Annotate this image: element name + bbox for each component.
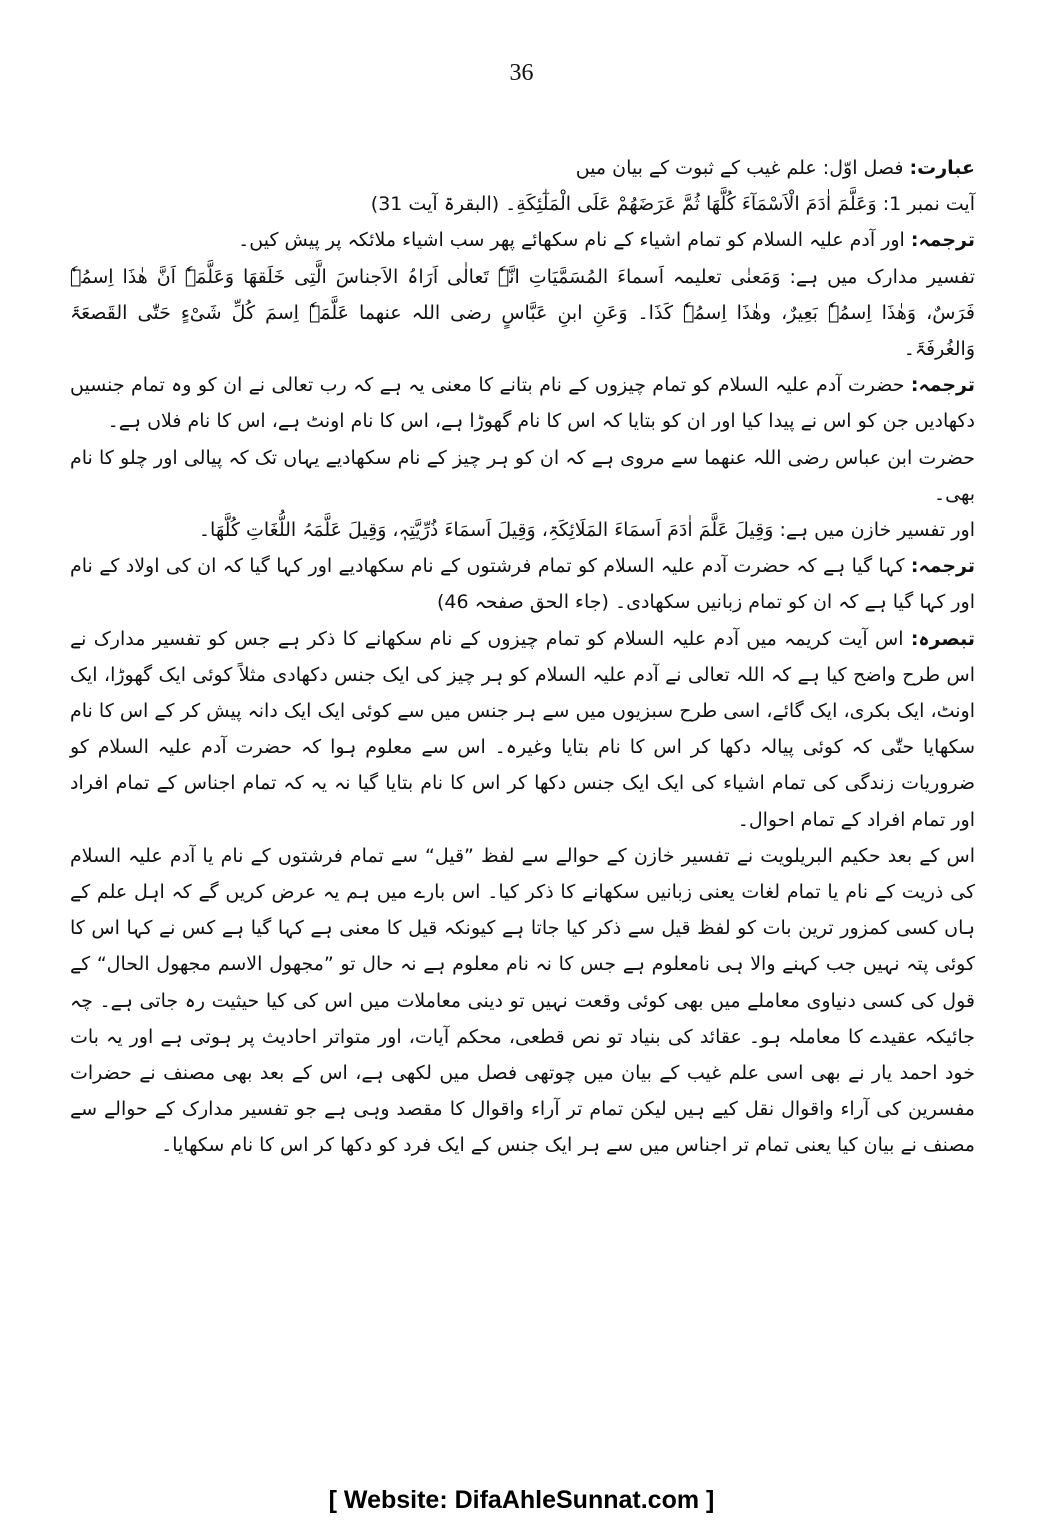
paragraph-lead-label: ترجمہ: [910, 555, 975, 578]
paragraph [70, 621, 975, 838]
paragraph-lead-label: تبصرہ: [910, 627, 975, 650]
website-footer: [ Website: DifaAhleSunnat.com ] [328, 1486, 715, 1514]
paragraph [70, 150, 975, 186]
paragraph [70, 186, 975, 222]
paragraph-lead-label: ترجمہ: [910, 229, 975, 252]
paragraph-text: اور آدم علیہ السلام کو تمام اشیاء کے نام سکھائے پھر سب اشیاء ملائکہ پر پیش کیں۔ [238, 229, 911, 252]
paragraph-text: حضرت آدم علیہ السلام کو تمام چیزوں کے نام بتانے کا معنی یہ ہے کہ رب تعالی نے ان کو وہ تمام جنسیں دکھادیں جن کو اس نے پیدا کیا اور ان کو بتایا کہ اس کا نام گھوڑا ہے، اس کا نام اونٹ ہے، اس کا نام فلاں ہے۔ [70, 374, 975, 433]
paragraph-text: اس کے بعد حکیم البریلویت نے تفسیر خازن کے حوالے سے لفظ ”قیل“ سے تمام فرشتوں کے نام یا آدم علیہ السلام کی ذریت کے نام یا تمام لغات یعنی زبانیں سکھانے کا ذکر کیا۔ اس بارے میں ہم یہ عرض کریں گے کہ اہل علم کے ہاں کسی کمزور ترین بات کو لفظ قیل سے ذکر کیا جاتا ہے کیونکہ قیل کا معنی ہے کہا گیا ہے کس نے کہا اس کا کوئی پتہ نہیں جب کہنے والا ہی نامعلوم ہے جس کا نہ نام معلوم ہے نہ حال تو ”مجھول الاسم مجھول الحال“ کے قول کی کسی دنیاوی معاملے میں بھی کوئی وقعت نہیں تو دینی معاملات میں اس کی کیا حیثیت رہ جاتی ہے۔ چہ جائیکہ عقیدے کا معاملہ ہو۔ عقائد کی بنیاد تو نص قطعی، محکم آیات، اور متواتر احادیث پر ہوتی ہے اور یہ بات خود احمد یار نے بھی اسی علم غیب کے بیان میں چوتھی فصل میں لکھی ہے، اس کے بعد بھی مصنف نے حضرات مفسرین کی آراء واقوال نقل کیے ہیں لیکن تمام تر آراء واقوال کا مقصد وہی ہے جو تفسیر مدارک کے حوالے سے مصنف نے بیان کیا یعنی تمام تر اجناس میں سے ہر ایک جنس کے ایک فرد کو دکھا کر اس کا نام سکھایا۔ [70, 844, 975, 1157]
paragraph-text: تفسیر مدارک میں ہے: وَمَعنٰی تعلیمہ اَسماءَ المُسَمَّیَاتِ انَّہٗ تَعالٰی اَرَاہُ الاَجناسَ الَّتِی خَلَقھَا وَعَلَّمَہٗ اَنَّ ھٰذَا اِسمُہٗ فَرَسٌ، وَھٰذَا اِسمُہٗ بَعِیرٌ، وھٰذَا اِسمُہٗ کَذَا۔ وَعَنِ ابنِ عَبَّاسٍ رضی اللہ عنھما عَلَّمَہٗ اِسمَ کُلِّ شَیْءٍ حَتّٰی القَصعَۃَ وَالغُرفَۃَ۔ [70, 265, 975, 361]
paragraph [70, 512, 975, 548]
paragraph-text: اور تفسیر خازن میں ہے: وَقِیلَ عَلَّمَ اٰدَمَ اَسمَاءَ المَلَائِکَۃِ، وَقِیلَ اَسمَاءَ ذُرِّیَّتِہٖ، وَقِیلَ عَلَّمَہُ اللُّغَاتِ کُلَّھَا۔ [198, 519, 975, 542]
page-number: 36 [509, 60, 534, 86]
paragraph-text: اس آیت کریمہ میں آدم علیہ السلام کو تمام چیزوں کے نام سکھانے کا ذکر ہے جس کو تفسیر مدارک نے اس طرح واضح کیا ہے کہ اللہ تعالی نے آدم علیہ السلام کو ہر چیز کی ایک جنس دکھادی مثلاً کوئی ایک گھوڑا، ایک اونٹ، ایک بکری، ایک گائے، اسی طرح سبزیوں میں سے ہر جنس میں سے کوئی ایک ایک دانہ پیش کر کے اس کا نام سکھایا حتّٰی کہ کوئی پیالہ دکھا کر اس کا نام بتایا وغیرہ۔ اس سے معلوم ہوا کہ حضرت آدم علیہ السلام کو ضروریات زندگی کی تمام اشیاء کی ایک ایک جنس دکھا کر اس کا نام بتایا گیا نہ یہ کہ تمام اجناس کے تمام افراد اور تمام افراد کے تمام احوال۔ [70, 627, 975, 831]
paragraph [70, 440, 975, 512]
paragraph-lead-label: عبارت: [909, 157, 975, 179]
paragraph-text: حضرت ابن عباس رضی اللہ عنھما سے مروی ہے کہ ان کو ہر چیز کے نام سکھادیے یہاں تک کہ پیالی اور چلو کا نام بھی۔ [70, 446, 975, 505]
body-text [70, 150, 975, 1164]
paragraph-lead-label: ترجمہ: [910, 374, 975, 397]
paragraph [70, 367, 975, 439]
paragraph [70, 222, 975, 258]
paragraph-text: کہا گیا ہے کہ حضرت آدم علیہ السلام کو تمام فرشتوں کے نام سکھادیے اور کہا گیا کہ ان کی اولاد کے نام اور کہا گیا ہے کہ ان کو تمام زبانیں سکھادی۔ (جاء الحق صفحہ 46) [70, 555, 975, 614]
paragraph [70, 259, 975, 368]
paragraph-text: فصل اوّل: علم غیب کے ثبوت کے بیان میں [575, 157, 910, 179]
paragraph [70, 838, 975, 1164]
paragraph-text: آیت نمبر 1: وَعَلَّمَ اٰدَمَ الْاَسْمَآءَ كُلَّهَا ثُمَّ عَرَضَهُمْ عَلَى الْمَلٰٓئِكَةِ۔ (البقرۃ آیت 31) [370, 193, 975, 216]
paragraph [70, 548, 975, 620]
